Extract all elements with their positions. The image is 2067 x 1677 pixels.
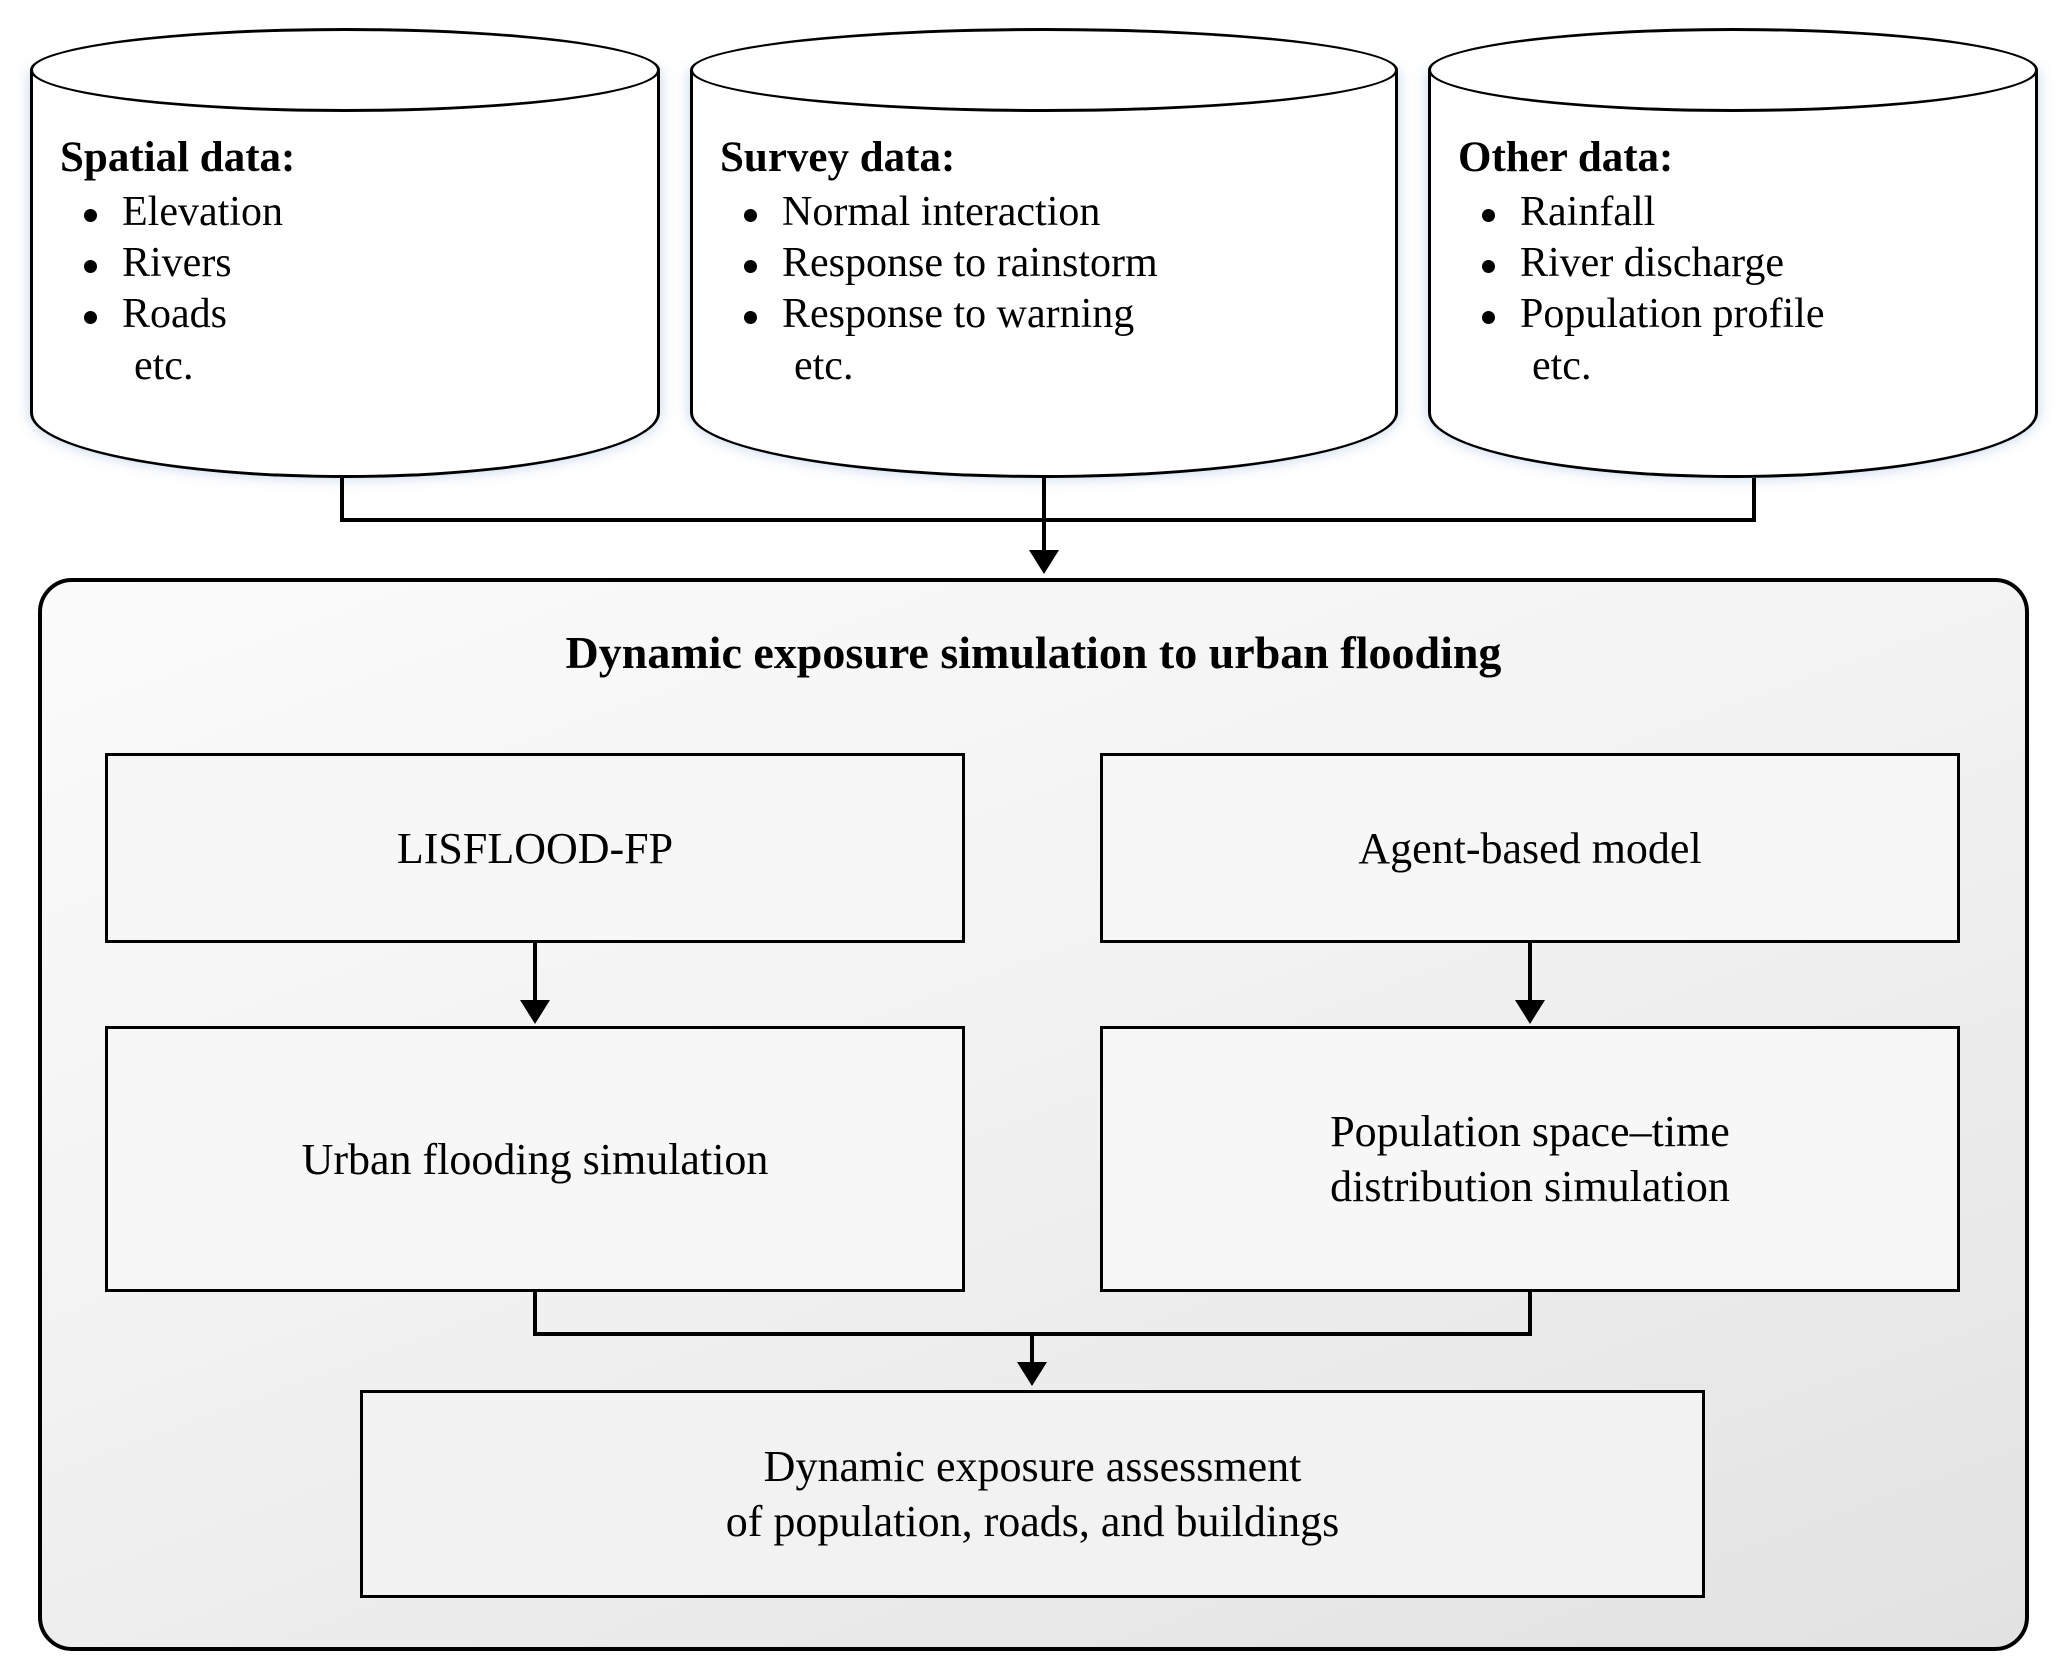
etc-label: etc. [134, 342, 194, 389]
list-item: Elevation [68, 187, 634, 238]
arrow-abm-to-output [1515, 1000, 1545, 1024]
connector-horizontal-bus [340, 518, 1756, 522]
bullet-list [716, 187, 1372, 341]
bullet-list [56, 187, 634, 341]
box-agent-based-model[interactable] [1100, 753, 1960, 943]
box-label-line1: Dynamic exposure assessment [763, 1442, 1302, 1491]
connector-lisflood-to-output [533, 943, 537, 1006]
box-label-line2: of population, roads, and buildings [725, 1497, 1340, 1546]
list-item: Normal interaction [728, 187, 1372, 238]
box-label-multiline [726, 1439, 1340, 1549]
data-store-title: Other data: [1458, 134, 1674, 181]
box-label-line1: Population space–time [1330, 1107, 1730, 1156]
box-urban-flooding-simulation[interactable] [105, 1026, 965, 1292]
arrow-lisflood-to-output [520, 1000, 550, 1024]
connector-abm-to-output [1528, 943, 1532, 1006]
list-item: Rainfall [1466, 187, 2012, 238]
box-dynamic-exposure-assessment[interactable] [360, 1390, 1705, 1598]
data-store-title: Spatial data: [60, 134, 296, 181]
arrow-into-result [1017, 1362, 1047, 1386]
connector-left-output-down [533, 1292, 537, 1336]
connector-other-vertical [1752, 478, 1756, 522]
main-title: Dynamic exposure simulation to urban flooding [565, 627, 1502, 678]
data-store-title: Survey data: [720, 134, 956, 181]
data-store-content [1428, 133, 2038, 392]
list-item: Response to rainstorm [728, 238, 1372, 289]
list-item: Rivers [68, 238, 634, 289]
data-store-content [30, 133, 660, 392]
data-store-content [690, 133, 1398, 392]
box-label: LISFLOOD-FP [396, 823, 674, 873]
box-label-multiline [1330, 1104, 1730, 1214]
data-store-spatial-data [30, 28, 660, 478]
box-label: Urban flooding simulation [301, 1134, 769, 1184]
box-lisflood-fp[interactable] [105, 753, 965, 943]
arrow-into-main-box [1029, 550, 1059, 574]
data-store-survey-data [690, 28, 1398, 478]
bullet-list [1454, 187, 2012, 341]
connector-survey-vertical [1042, 478, 1046, 522]
list-item: River discharge [1466, 238, 2012, 289]
list-item: Population profile [1466, 289, 2012, 340]
box-label: Agent-based model [1358, 823, 1702, 873]
data-store-other-data [1428, 28, 2038, 478]
connector-right-output-down [1528, 1292, 1532, 1336]
cylinder-top-ellipse [1428, 28, 2038, 112]
list-item: Response to warning [728, 289, 1372, 340]
etc-label: etc. [794, 342, 854, 389]
etc-label: etc. [1532, 342, 1592, 389]
box-label-line2: distribution simulation [1330, 1162, 1730, 1211]
connector-spatial-vertical [340, 478, 344, 522]
cylinder-top-ellipse [690, 28, 1398, 112]
box-population-space-time-distribution-simulation[interactable] [1100, 1026, 1960, 1292]
cylinder-top-ellipse [30, 28, 660, 112]
list-item: Roads [68, 289, 634, 340]
